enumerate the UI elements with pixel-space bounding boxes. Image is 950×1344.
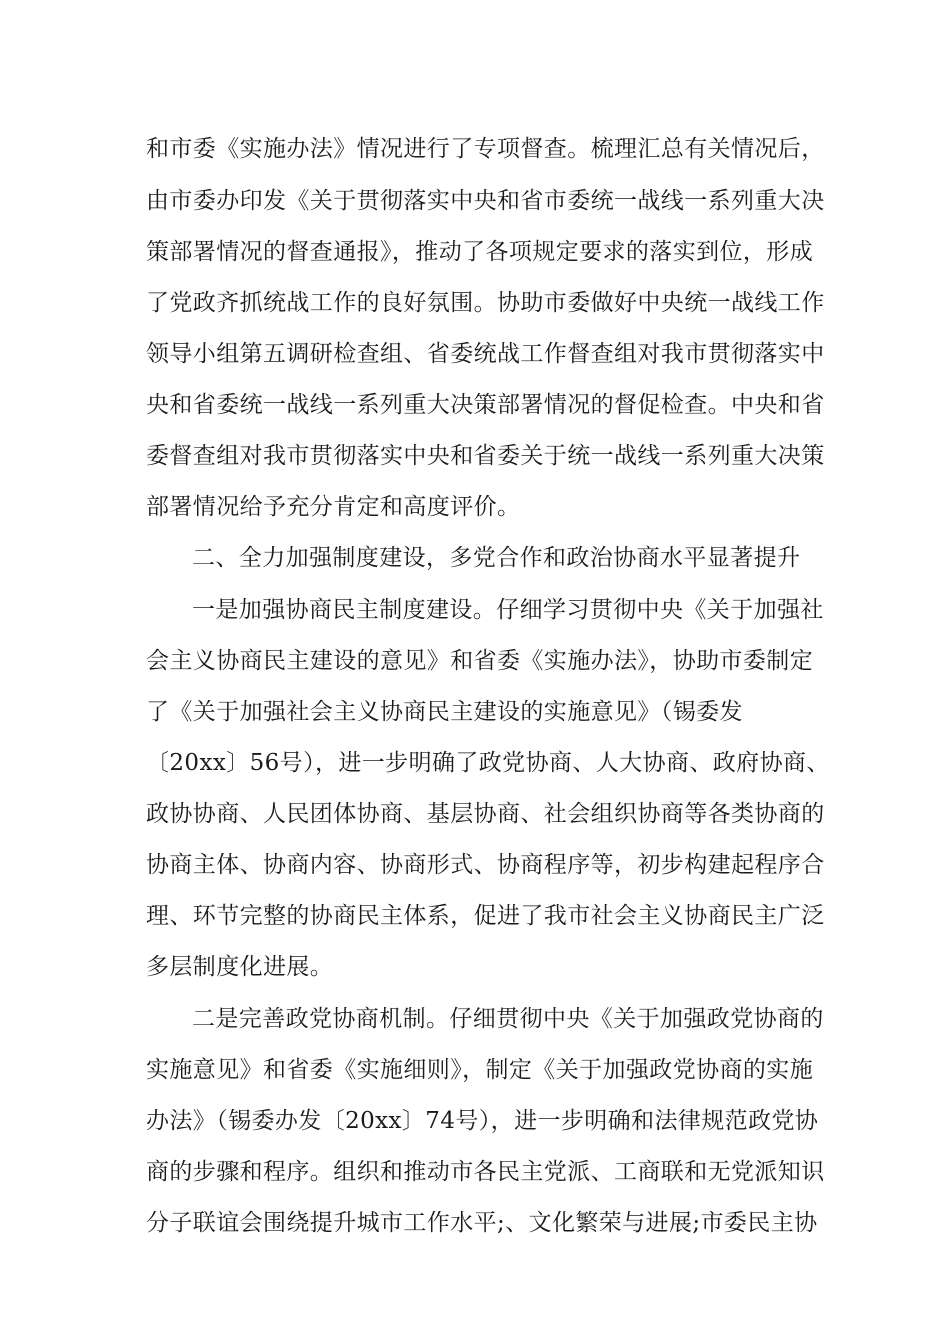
text-line: 和市委《实施办法》情况进行了专项督查。梳理汇总有关情况后， [146,136,825,162]
section-heading: 二、全力加强制度建设，多党合作和政治协商水平显著提升 [192,545,801,571]
text-line: 委督查组对我市贯彻落实中央和省委关于统一战线一系列重大决策 [146,443,825,469]
text-line: 办法》（锡委办发〔20xx〕74号），进一步明确和法律规范政党协 [146,1108,819,1134]
text-line: 央和省委统一战线一系列重大决策部署情况的督促检查。中央和省 [146,392,825,418]
text-line: 策部署情况的督查通报》，推动了各项规定要求的落实到位，形成 [146,239,814,265]
text-line: 协商主体、协商内容、协商形式、协商程序等，初步构建起程序合 [146,852,825,878]
text-line: 商的步骤和程序。组织和推动市各民主党派、工商联和无党派知识 [146,1159,825,1185]
text-line: 由市委办印发《关于贯彻落实中央和省市委统一战线一系列重大决 [146,188,825,214]
text-line: 实施意见》和省委《实施细则》，制定《关于加强政党协商的实施 [146,1057,814,1083]
text-line: 〔20xx〕56号），进一步明确了政党协商、人大协商、政府协商、 [146,750,830,776]
text-line: 多层制度化进展。 [146,954,334,980]
text-line: 领导小组第五调研检查组、省委统战工作督查组对我市贯彻落实中 [146,341,825,367]
text-line: 二是完善政党协商机制。仔细贯彻中央《关于加强政党协商的 [192,1006,824,1032]
text-line: 分子联谊会围绕提升城市工作水平;、文化繁荣与进展;市委民主协 [146,1210,818,1236]
text-line: 理、环节完整的协商民主体系，促进了我市社会主义协商民主广泛 [146,903,825,929]
text-line: 一是加强协商民主制度建设。仔细学习贯彻中央《关于加强社 [192,597,824,623]
text-line: 了《关于加强社会主义协商民主建设的实施意见》（锡委发 [146,699,743,725]
text-line: 部署情况给予充分肯定和高度评价。 [146,494,521,520]
text-line: 政协协商、人民团体协商、基层协商、社会组织协商等各类协商的 [146,801,825,827]
text-line: 了党政齐抓统战工作的良好氛围。协助市委做好中央统一战线工作 [146,290,825,316]
text-line: 会主义协商民主建设的意见》和省委《实施办法》，协助市委制定 [146,648,814,674]
